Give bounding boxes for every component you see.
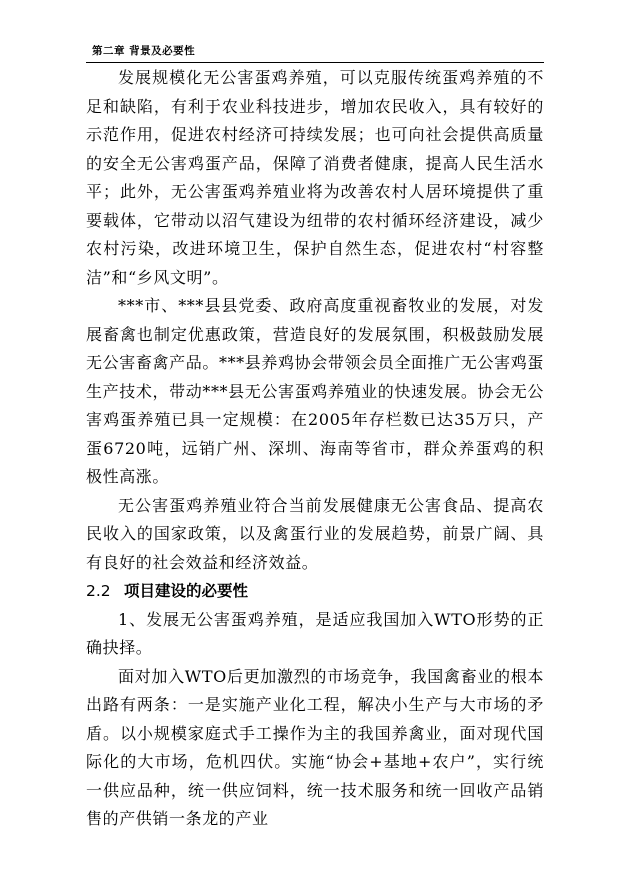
paragraph-wto: 1、发展无公害蛋鸡养殖，是适应我国加入WTO形势的正确抉择。 bbox=[86, 609, 544, 657]
section-title: 项目建设的必要性 bbox=[124, 582, 249, 600]
document-body bbox=[86, 64, 544, 834]
paragraph-policy-fit: 无公害蛋鸡养殖业符合当前发展健康无公害食品、提高农民收入的国家政策，以及禽蛋行业的发展趋势，前景广阔、具有良好的社会效益和经济效益。 bbox=[86, 495, 544, 572]
paragraph-market-competition: 面对加入WTO后更加激烈的市场竞争，我国禽畜业的根本出路有两条：一是实施产业化工程，解决小生产与大市场的矛盾。以小规模家庭式手工操作为主的我国养禽业，面对现代国际化的大市场，危机四伏。实施“协会+基地+农户”，实行统一供应品种，统一供应饲料，统一技术服务和统一回收产品销售的产供销一条龙的产业 bbox=[86, 666, 544, 828]
paragraph-benefits: 发展规模化无公害蛋鸡养殖，可以克服传统蛋鸡养殖的不足和缺陷，有利于农业科技进步，增加农民收入，具有较好的示范作用，促进农村经济可持续发展；也可向社会提供高质量的安全无公害鸡蛋产品，保障了消费者健康，提高人民生活水平；此外，无公害蛋鸡养殖业将为改善农村人居环境提供了重要载体，它带动以沼气建设为纽带的农村循环经济建设，减少农村污染，改进环境卫生，保护自然生态，促进农村“村容整洁”和“乡风文明”。 bbox=[86, 68, 544, 287]
section-number: 2.2 bbox=[86, 582, 111, 600]
section-heading bbox=[86, 577, 544, 606]
paragraph-local-support: ***市、***县县党委、政府高度重视畜牧业的发展，对发展畜禽也制定优惠政策，营造良好的发展氛围，积极鼓励发展无公害畜禽产品。***县养鸡协会带领会员全面推广无公害鸡蛋生产技术，带动***县无公害蛋鸡养殖业的快速发展。协会无公害鸡蛋养殖已具一定规模：在2005年存栏数已达35万只，产蛋6720吨，远销广州、深圳、海南等省市，群众养蛋鸡的积极性高涨。 bbox=[86, 296, 544, 486]
chapter-title: 第二章 背景及必要性 bbox=[92, 45, 196, 57]
page-header bbox=[86, 40, 544, 63]
